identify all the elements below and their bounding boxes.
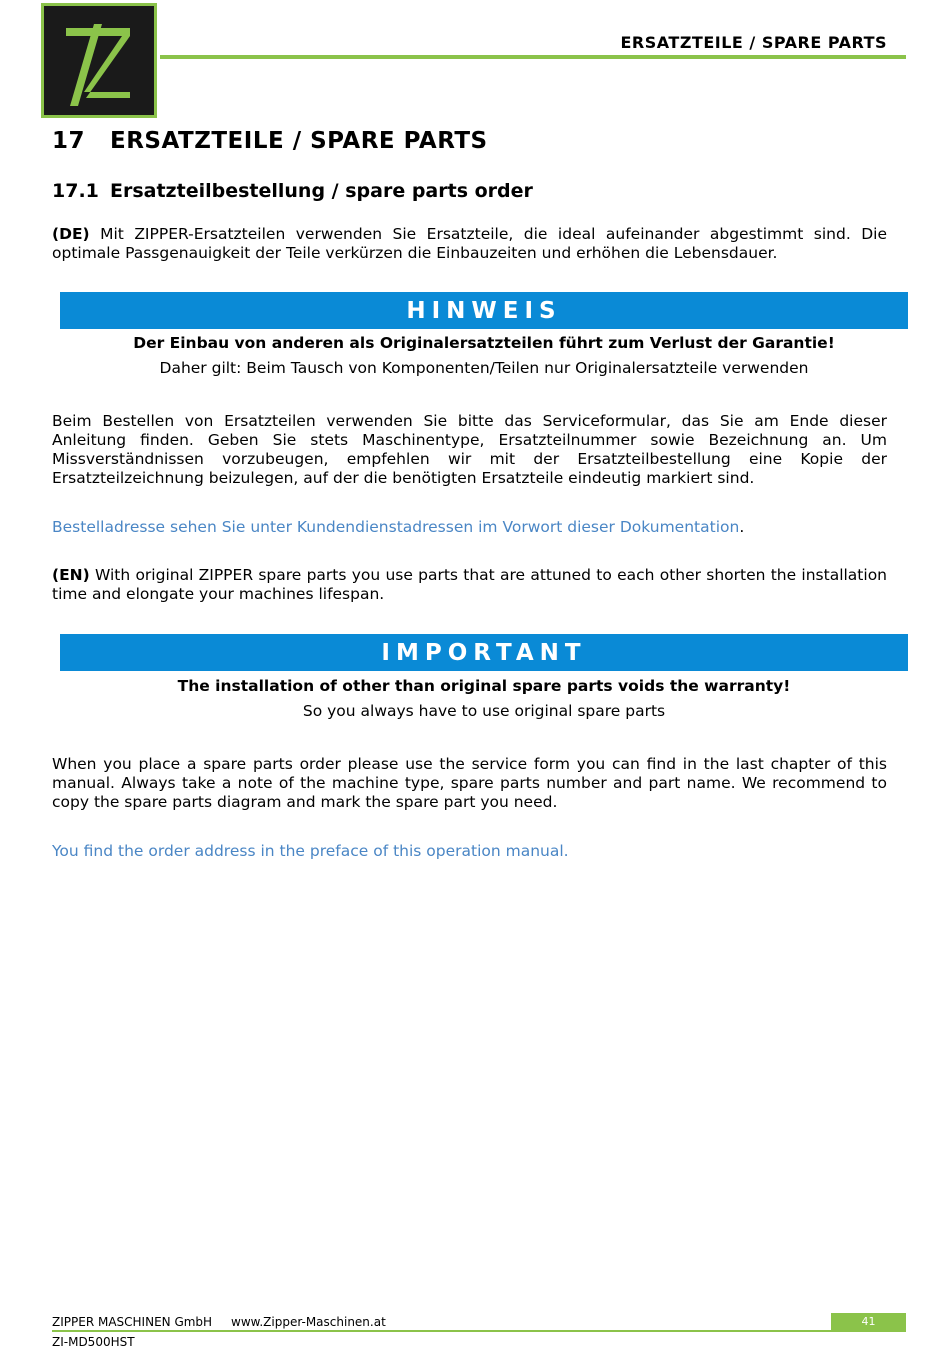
en-intro-paragraph — [52, 566, 887, 604]
chapter-heading — [52, 128, 488, 154]
z-logo-icon — [44, 6, 154, 115]
en-order-paragraph: When you place a spare parts order please use the service form you can find in the last chapter of this manual. Always take a note of the machine type, spare parts number and part name. We recommend to copy the spare parts diagram and mark the spare part you need. — [52, 755, 887, 811]
de-intro-text: Mit ZIPPER-Ersatzteilen verwenden Sie Ersatzteile, die ideal aufeinander abgestimmt sind. Die optimale Passgenauigkeit der Teile verkürzen die Einbauzeiten und erhöhen die Lebensdauer. — [52, 225, 887, 262]
de-address-paragraph — [52, 518, 887, 537]
section-heading — [52, 180, 533, 202]
section-number: 17.1 — [52, 180, 99, 202]
chapter-title: ERSATZTEILE / SPARE PARTS — [110, 128, 488, 154]
de-intro-paragraph — [52, 225, 887, 263]
page-number: 41 — [831, 1313, 906, 1330]
en-intro-text: With original ZIPPER spare parts you use parts that are attuned to each other shorten the installation time and elongate your machines lifespan. — [52, 566, 887, 603]
de-address-end: . — [739, 518, 745, 536]
de-tag: (DE) — [52, 225, 90, 243]
section-title: Ersatzteilbestellung / spare parts order — [110, 180, 533, 202]
hinweis-banner: HINWEIS — [60, 292, 908, 329]
zipper-logo — [41, 3, 157, 118]
hinweis-text: Daher gilt: Beim Tausch von Komponenten/Teilen nur Originalersatzteile verwenden — [159, 359, 809, 377]
header-rule — [160, 55, 906, 59]
en-address-paragraph — [52, 842, 887, 861]
en-tag: (EN) — [52, 566, 90, 584]
chapter-number: 17 — [52, 128, 86, 154]
important-text: So you always have to use original spare parts — [302, 702, 666, 720]
de-address-link[interactable]: Bestelladresse sehen Sie unter Kundendienstadressen im Vorwort dieser Dokumentation — [52, 518, 740, 536]
footer-model: ZI-MD500HST — [52, 1335, 135, 1349]
important-banner: IMPORTANT — [60, 634, 908, 671]
footer-company: ZIPPER MASCHINEN GmbH — [52, 1315, 213, 1329]
footer-url[interactable]: www.Zipper-Maschinen.at — [231, 1315, 386, 1329]
hinweis-warning: Der Einbau von anderen als Originalersatzteilen führt zum Verlust der Garantie! — [133, 334, 835, 352]
de-order-paragraph: Beim Bestellen von Ersatzteilen verwenden Sie bitte das Serviceformular, das Sie am Ende dieser Anleitung finden. Geben Sie stets Maschinentype, Ersatzteilnummer sowie Bezeichnung an. Um Missverständnissen vorzubeugen, empfehlen wir mit der Ersatzteilbestellung eine Kopie der Ersatzteilzeichnung beizulegen, auf der die benötigten Ersatzteile eindeutig markiert sind. — [52, 412, 887, 487]
en-address-link[interactable]: You find the order address in the preface of this operation manual. — [52, 842, 569, 860]
header-title: ERSATZTEILE / SPARE PARTS — [620, 33, 887, 52]
footer-rule — [52, 1330, 906, 1332]
important-warning: The installation of other than original spare parts voids the warranty! — [177, 677, 791, 695]
